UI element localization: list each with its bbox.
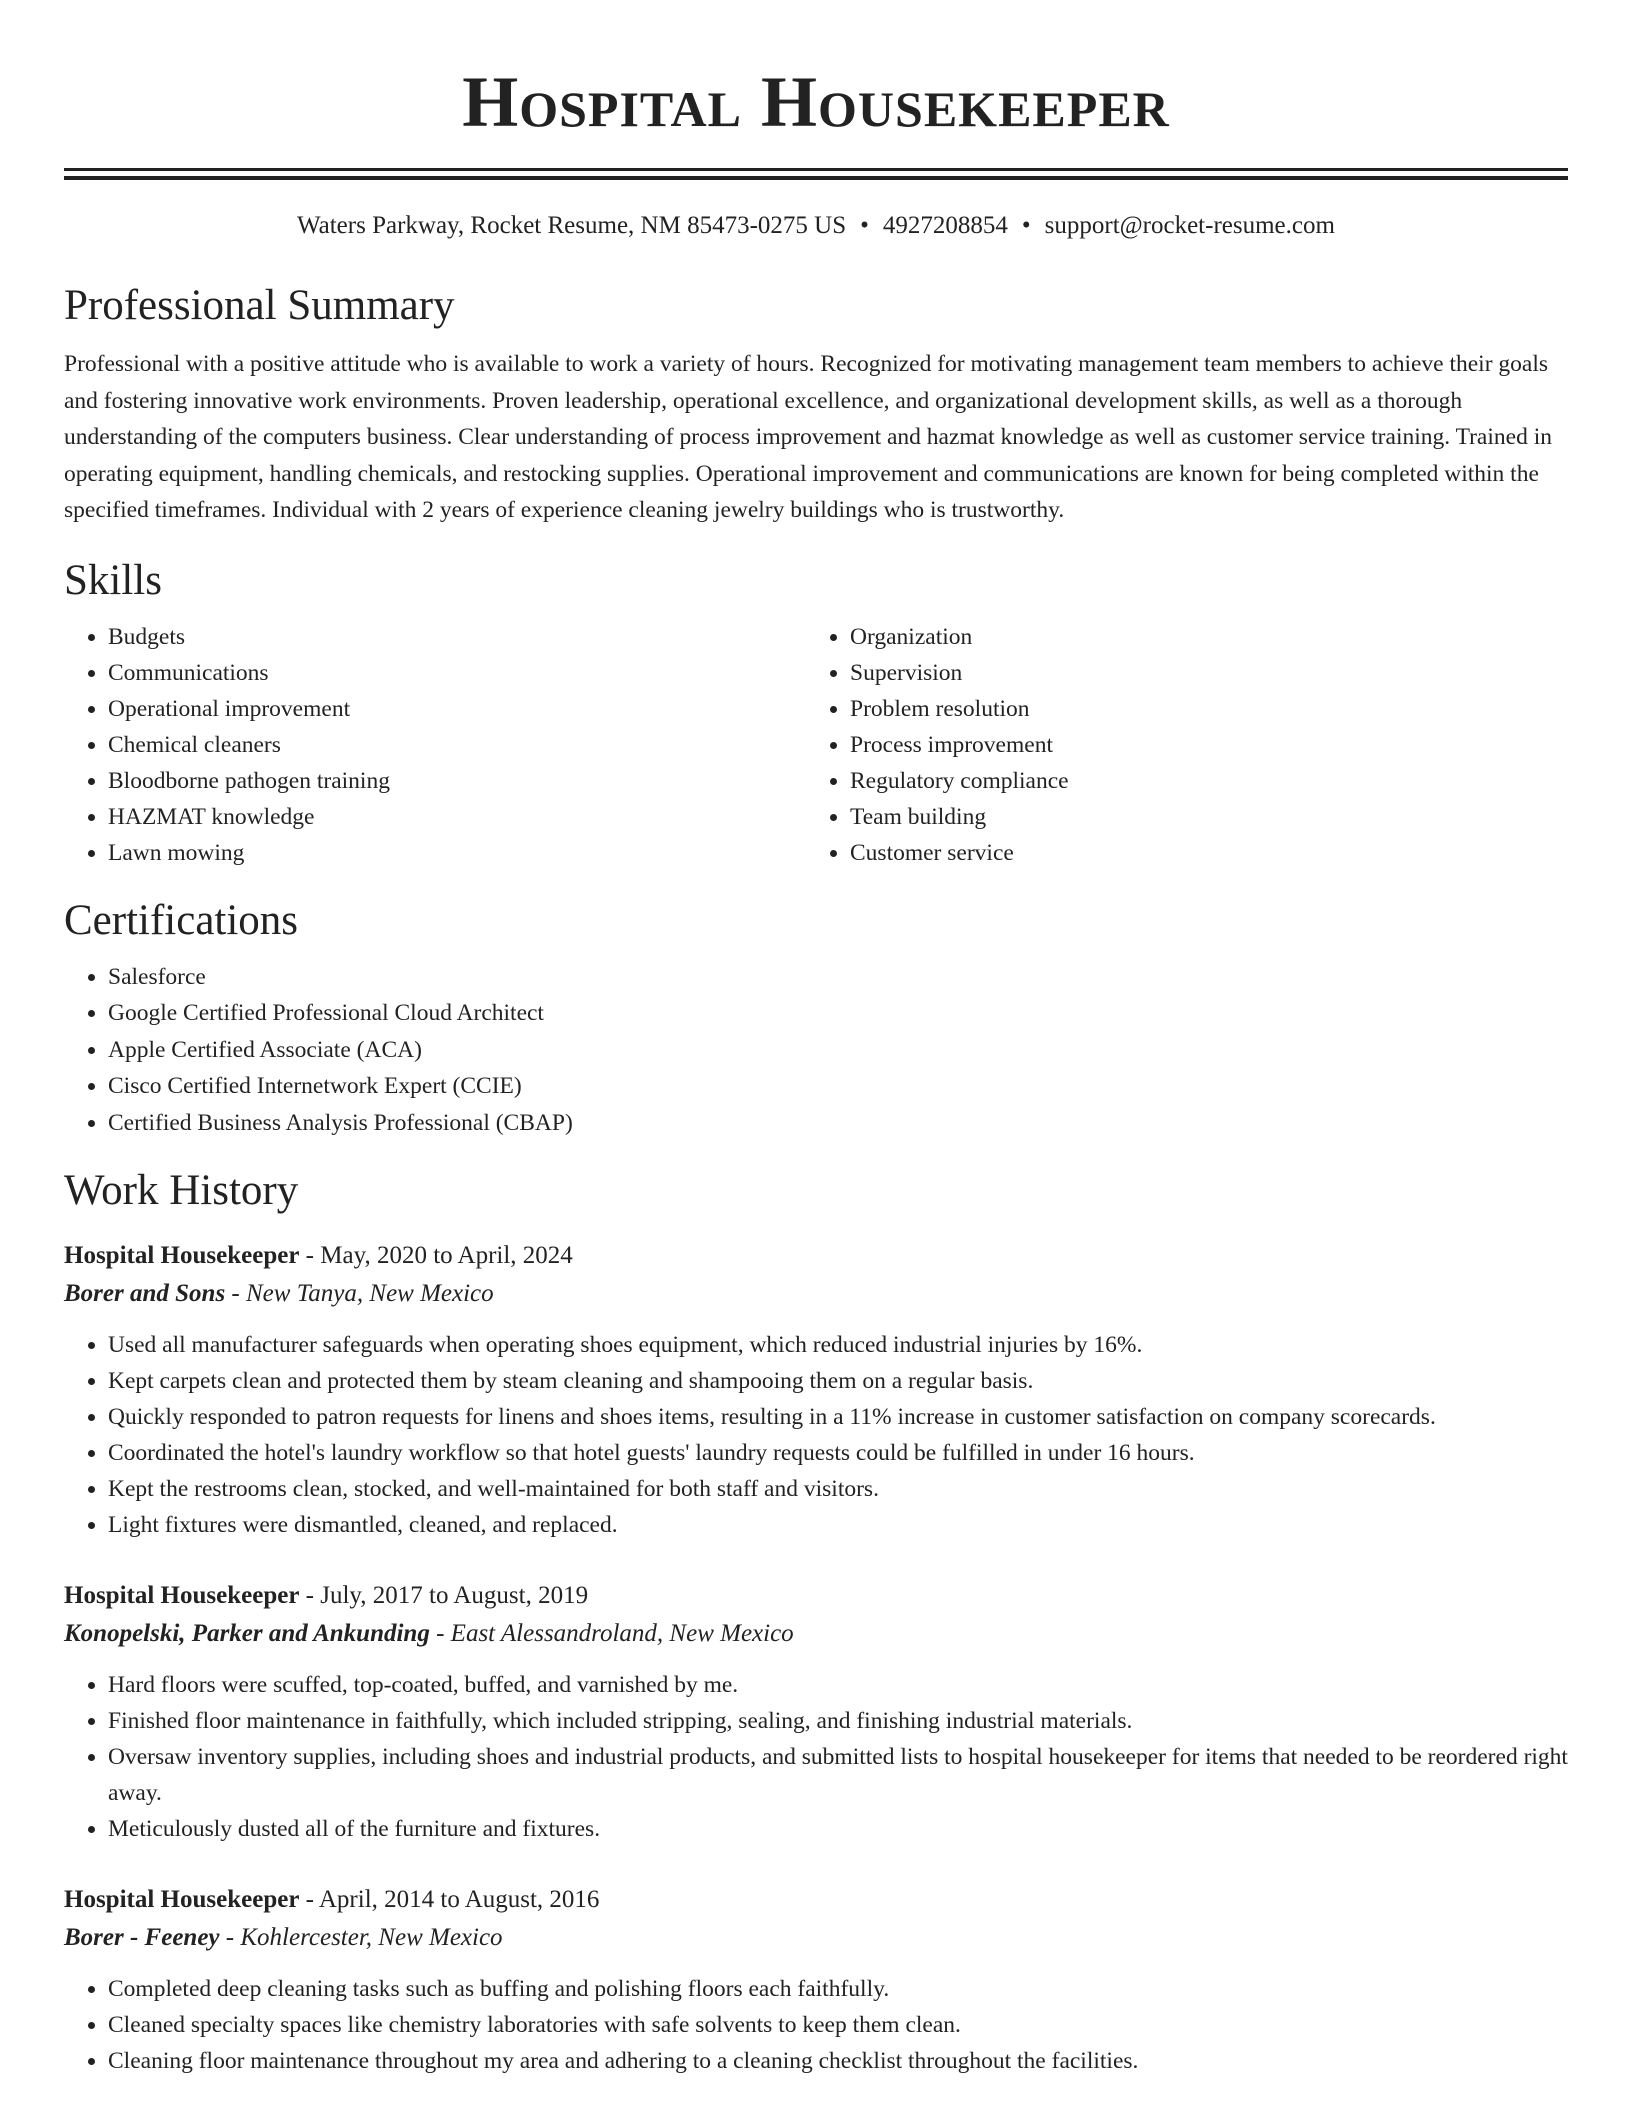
job-bullet: • Light fixtures were dismantled, cleaned, and replaced. [108,1507,1568,1543]
job-bullets [64,1667,1568,1847]
contact-separator: • [1021,212,1031,239]
skill-item: • Customer service [850,835,1548,871]
job-location: - Kohlercester, New Mexico [225,1924,503,1951]
title-double-rule [64,168,1568,180]
job-bullet: • Oversaw inventory supplies, including shoes and industrial products, and submitted lists to hospital housekeeper for items that needed to be reordered right away. [108,1739,1568,1811]
summary-text: Professional with a positive attitude who is available to work a variety of hours. Recognized for motivating management team members to achieve their goals and fostering innovative work environments. Proven leadership, operational excellence, and organizational development skills, as well as a thorough understanding of the computers business. Clear understanding of process improvement and hazmat knowledge as well as customer service training. Trained in operating equipment, handling chemicals, and restocking supplies. Operational improvement and communications are known for being completed within the specified timeframes. Individual with 2 years of experience cleaning jewelry buildings who is trustworthy. [64,351,1552,523]
skills-list-left [64,619,806,871]
job-location: - East Alessandroland, New Mexico [436,1620,794,1647]
job-title-line [64,1881,1568,1919]
job-bullet: • Hard floors were scuffed, top-coated, buffed, and varnished by me. [108,1667,1568,1703]
contact-email: support@rocket-resume.com [1044,212,1335,239]
contact-address: Waters Parkway, Rocket Resume, NM 85473-0275 US [297,212,847,239]
job-bullet: • Completed deep cleaning tasks such as buffing and polishing floors each faithfully. [108,1971,1568,2007]
job-entry [64,1577,1568,1847]
job-entry [64,1881,1568,2079]
job-company-line [64,1275,1568,1313]
contact-phone: 4927208854 [882,212,1008,239]
job-bullet: • Cleaning floor maintenance throughout my area and adhering to a cleaning checklist throughout the facilities. [108,2043,1568,2079]
job-bullet: • Quickly responded to patron requests for linens and shoes items, resulting in a 11% increase in customer satisfaction on company scorecards. [108,1399,1568,1435]
job-company-line [64,1919,1568,1957]
job-bullet: • Coordinated the hotel's laundry workflow so that hotel guests' laundry requests could be fulfilled in under 16 hours. [108,1435,1568,1471]
section-heading-summary: Professional Summary [64,282,455,329]
skill-item: • Bloodborne pathogen training [108,763,806,799]
job-bullet: • Kept the restrooms clean, stocked, and well-maintained for both staff and visitors. [108,1471,1568,1507]
skill-item: • Regulatory compliance [850,763,1548,799]
skill-item: • HAZMAT knowledge [108,799,806,835]
job-bullets [64,1971,1568,2079]
section-heading-work-history: Work History [64,1167,299,1214]
job-location: - New Tanya, New Mexico [231,1280,494,1307]
skill-item: • Team building [850,799,1548,835]
job-bullet: • Used all manufacturer safeguards when operating shoes equipment, which reduced industrial injuries by 16%. [108,1327,1568,1363]
job-bullet: • Kept carpets clean and protected them by steam cleaning and shampooing them on a regular basis. [108,1363,1568,1399]
job-title-line [64,1237,1568,1275]
job-company-line [64,1615,1568,1653]
job-dates: - May, 2020 to April, 2024 [305,1242,573,1269]
job-entry [64,1237,1568,1543]
skill-item: • Budgets [108,619,806,655]
skill-item: • Process improvement [850,727,1548,763]
resume-page [64,0,1568,2079]
contact-separator: • [860,212,869,239]
skill-item: • Supervision [850,655,1548,691]
job-bullet: • Cleaned specialty spaces like chemistry laboratories with safe solvents to keep them clean. [108,2007,1568,2043]
certification-item: • Cisco Certified Internetwork Expert (CCIE) [108,1068,1568,1105]
page-title: Hospital Housekeeper [462,62,1170,142]
certification-item: • Salesforce [108,959,1568,996]
job-dates: - April, 2014 to August, 2016 [305,1886,600,1913]
skill-item: • Lawn mowing [108,835,806,871]
certifications-list [64,959,1568,1142]
job-company: Konopelski, Parker and Ankunding [64,1620,430,1647]
job-dates: - July, 2017 to August, 2019 [305,1582,589,1609]
certification-item: • Google Certified Professional Cloud Architect [108,995,1568,1032]
job-bullet: • Meticulously dusted all of the furniture and fixtures. [108,1811,1568,1847]
skill-item: • Communications [108,655,806,691]
job-title: Hospital Housekeeper [64,1242,300,1269]
contact-line [64,210,1568,242]
certification-item: • Apple Certified Associate (ACA) [108,1032,1568,1069]
skills-columns [64,619,1568,871]
job-title: Hospital Housekeeper [64,1886,300,1913]
skill-item: • Problem resolution [850,691,1548,727]
job-bullets [64,1327,1568,1543]
job-title-line [64,1577,1568,1615]
certification-item: • Certified Business Analysis Professional (CBAP) [108,1105,1568,1142]
skill-item: • Organization [850,619,1548,655]
job-bullet: • Finished floor maintenance in faithfully, which included stripping, sealing, and finishing industrial materials. [108,1703,1568,1739]
section-heading-certifications: Certifications [64,896,299,944]
skill-item: • Operational improvement [108,691,806,727]
skills-list-right [806,619,1548,871]
job-company: Borer and Sons [64,1280,226,1307]
job-title: Hospital Housekeeper [64,1582,300,1609]
skill-item: • Chemical cleaners [108,727,806,763]
section-heading-skills: Skills [64,556,162,604]
job-company: Borer - Feeney [64,1924,220,1951]
